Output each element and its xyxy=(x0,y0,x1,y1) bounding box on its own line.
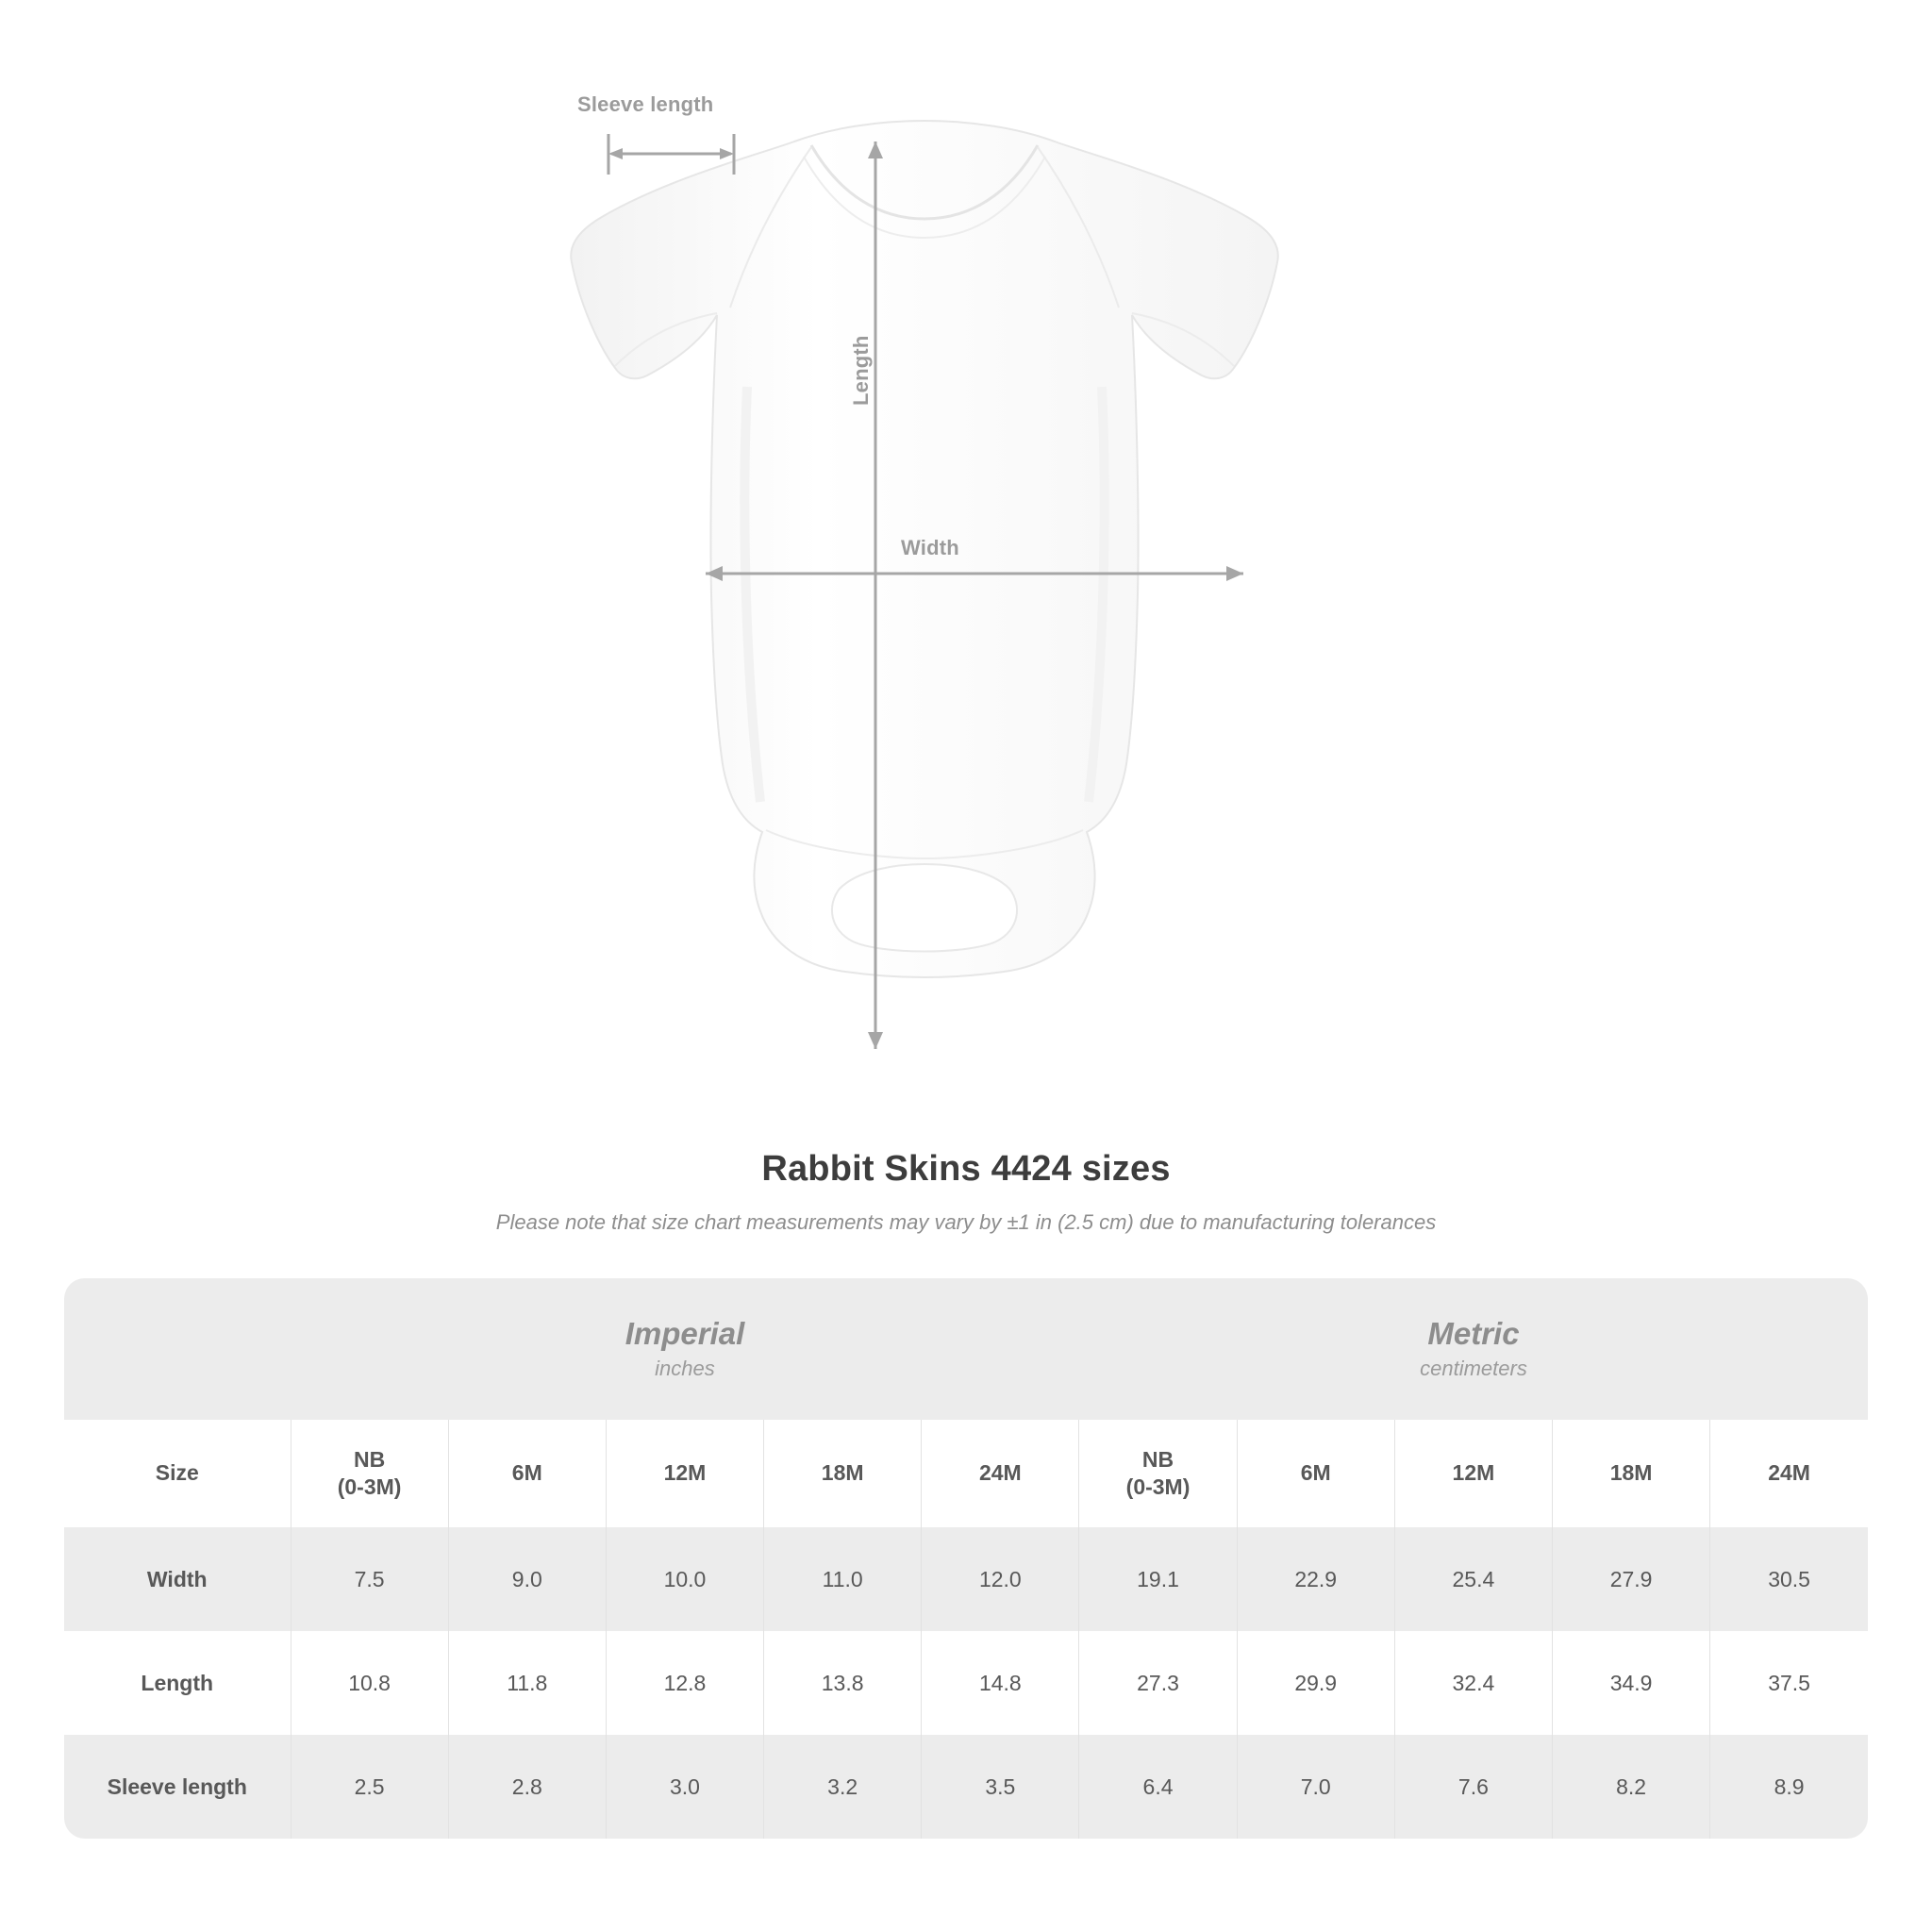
column-header-2-line1: 12M xyxy=(663,1460,707,1486)
size-header-cell: Size xyxy=(64,1420,291,1527)
unit-group-metric-sub: centimeters xyxy=(1420,1357,1527,1381)
column-header-0-line1: NB xyxy=(353,1446,386,1472)
column-header-0-line2: (0-3M) xyxy=(337,1474,402,1499)
size-table-wrap xyxy=(64,1278,1868,1839)
chart-title: Rabbit Skins 4424 sizes xyxy=(761,1149,1171,1189)
cell-width-2: 10.0 xyxy=(606,1527,763,1631)
unit-group-imperial-sub: inches xyxy=(655,1357,715,1381)
column-header-5-line1: NB xyxy=(1141,1446,1174,1472)
cell-length-4: 14.8 xyxy=(922,1631,1079,1735)
cell-length-1: 11.8 xyxy=(448,1631,606,1735)
column-header-5-line2: (0-3M) xyxy=(1125,1474,1191,1499)
column-header-4-line1: 24M xyxy=(978,1460,1022,1486)
column-header-3-line1: 18M xyxy=(821,1460,864,1486)
cell-width-3: 11.0 xyxy=(764,1527,922,1631)
column-header-8-line1: 18M xyxy=(1609,1460,1653,1486)
cell-length-8: 34.9 xyxy=(1553,1631,1710,1735)
cell-length-0: 10.8 xyxy=(291,1631,448,1735)
column-header-8 xyxy=(1553,1420,1710,1527)
cell-length-2: 12.8 xyxy=(606,1631,763,1735)
column-header-2 xyxy=(606,1420,763,1527)
width-label: Width xyxy=(901,536,959,559)
size-table xyxy=(64,1278,1868,1839)
cell-length-5: 27.3 xyxy=(1079,1631,1237,1735)
unit-group-imperial xyxy=(291,1278,1079,1420)
column-header-4 xyxy=(922,1420,1079,1527)
cell-sleeve-8: 8.2 xyxy=(1553,1735,1710,1839)
column-header-3 xyxy=(764,1420,922,1527)
cell-sleeve-2: 3.0 xyxy=(606,1735,763,1839)
cell-sleeve-4: 3.5 xyxy=(922,1735,1079,1839)
cell-length-6: 29.9 xyxy=(1237,1631,1394,1735)
cell-width-4: 12.0 xyxy=(922,1527,1079,1631)
cell-sleeve-6: 7.0 xyxy=(1237,1735,1394,1839)
cell-sleeve-0: 2.5 xyxy=(291,1735,448,1839)
column-header-9 xyxy=(1710,1420,1868,1527)
column-header-5 xyxy=(1079,1420,1237,1527)
table-row xyxy=(64,1631,1868,1735)
table-row xyxy=(64,1735,1868,1839)
cell-width-0: 7.5 xyxy=(291,1527,448,1631)
length-label: Length xyxy=(849,335,873,406)
cell-width-1: 9.0 xyxy=(448,1527,606,1631)
row-label-length: Length xyxy=(64,1631,291,1735)
column-header-0 xyxy=(291,1420,448,1527)
cell-width-9: 30.5 xyxy=(1710,1527,1868,1631)
column-header-7 xyxy=(1394,1420,1552,1527)
row-label-width: Width xyxy=(64,1527,291,1631)
cell-width-5: 19.1 xyxy=(1079,1527,1237,1631)
cell-sleeve-7: 7.6 xyxy=(1394,1735,1552,1839)
cell-sleeve-3: 3.2 xyxy=(764,1735,922,1839)
cell-sleeve-1: 2.8 xyxy=(448,1735,606,1839)
cell-sleeve-5: 6.4 xyxy=(1079,1735,1237,1839)
table-row xyxy=(64,1527,1868,1631)
column-header-6-line1: 6M xyxy=(1300,1460,1331,1486)
cell-length-3: 13.8 xyxy=(764,1631,922,1735)
column-header-1 xyxy=(448,1420,606,1527)
unit-group-row xyxy=(64,1278,1868,1420)
unit-group-metric-name: Metric xyxy=(1427,1315,1520,1351)
unit-row-spacer xyxy=(64,1278,291,1420)
column-header-row xyxy=(64,1420,1868,1527)
unit-group-metric xyxy=(1079,1278,1868,1420)
chart-subtitle: Please note that size chart measurements may vary by ±1 in (2.5 cm) due to manufacturing tolerances xyxy=(495,1210,1437,1234)
column-header-6 xyxy=(1237,1420,1394,1527)
cell-sleeve-9: 8.9 xyxy=(1710,1735,1868,1839)
cell-width-8: 27.9 xyxy=(1553,1527,1710,1631)
cell-width-7: 25.4 xyxy=(1394,1527,1552,1631)
column-header-1-line1: 6M xyxy=(511,1460,542,1486)
cell-length-7: 32.4 xyxy=(1394,1631,1552,1735)
row-label-sleeve-length: Sleeve length xyxy=(64,1735,291,1839)
sleeve-length-label: Sleeve length xyxy=(577,92,714,116)
column-header-7-line1: 12M xyxy=(1452,1460,1495,1486)
unit-group-imperial-name: Imperial xyxy=(625,1315,745,1351)
cell-length-9: 37.5 xyxy=(1710,1631,1868,1735)
cell-width-6: 22.9 xyxy=(1237,1527,1394,1631)
column-header-9-line1: 24M xyxy=(1768,1460,1810,1486)
